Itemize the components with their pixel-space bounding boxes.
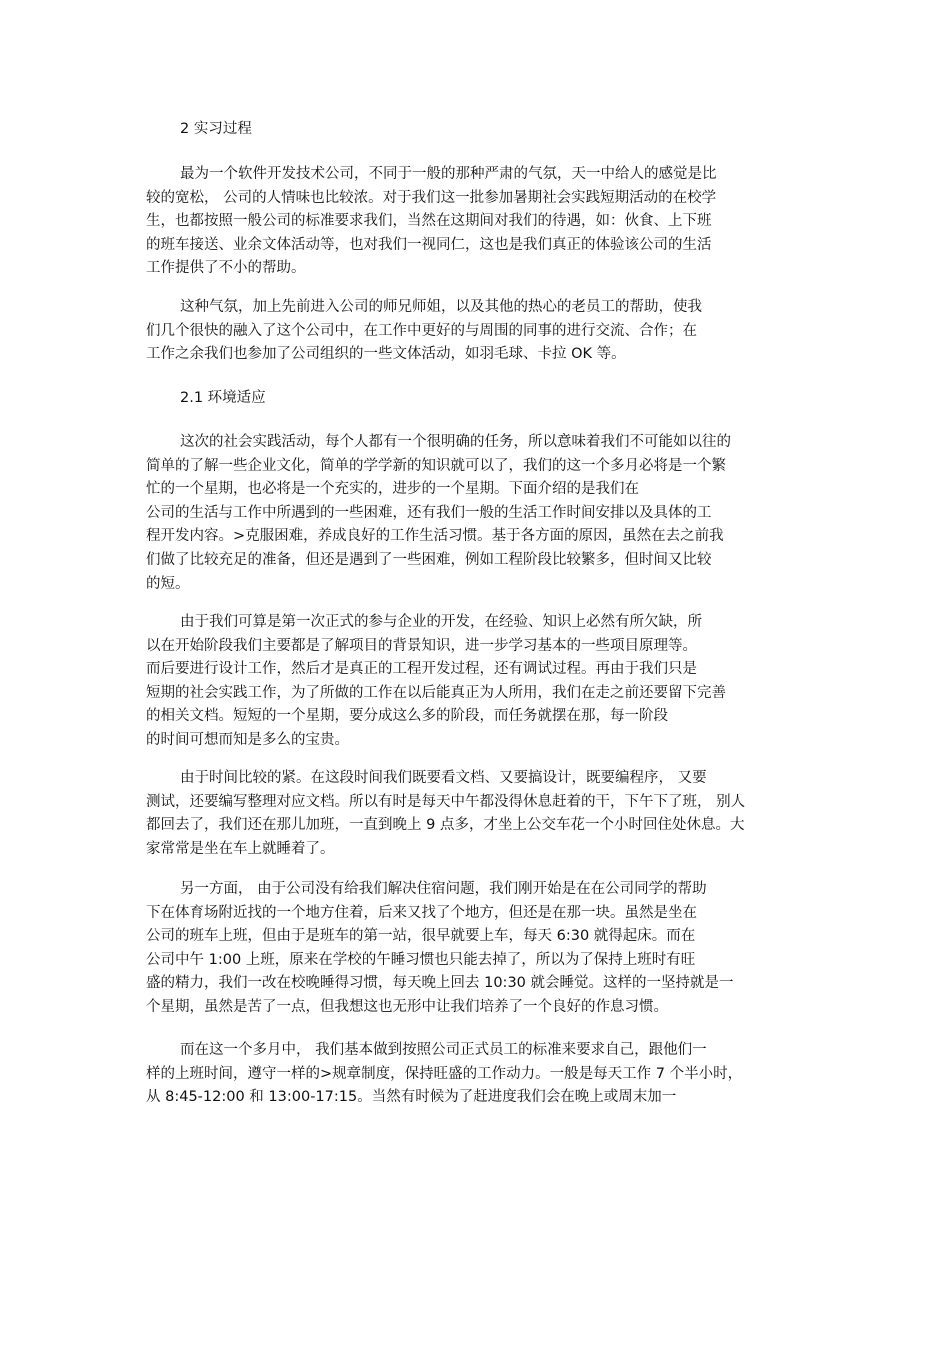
- paragraph-3: [146, 431, 826, 596]
- paragraph-6: [146, 878, 826, 1020]
- paragraph-line: 的班车接送、业余文体活动等，也对我们一视同仁，这也是我们真正的体验该公司的生活: [146, 236, 712, 253]
- paragraph-line: 由于我们可算是第一次正式的参与企业的开发，在经验、知识上必然有所欠缺，所: [180, 614, 702, 630]
- paragraph-line: 另一方面， 由于公司没有给我们解决住宿问题，我们刚开始是在在公司同学的帮助: [180, 881, 707, 897]
- paragraph-line: 公司的班车上班，但由于是班车的第一站，很早就要上车，每天 6:30 就得起床。而在: [146, 928, 696, 945]
- paragraph-line: 这次的社会实践活动，每个人都有一个很明确的任务，所以意味着我们不可能如以往的: [180, 434, 731, 450]
- paragraph-5: [146, 767, 826, 861]
- paragraph-line: 工作之余我们也参加了公司组织的一些文体活动，如羽毛球、卡拉 OK 等。: [146, 346, 626, 363]
- paragraph-2: [146, 296, 826, 367]
- paragraph-line: 公司的生活与工作中所遇到的一些困难，还有我们一般的生活工作时间安排以及具体的工: [146, 504, 712, 521]
- paragraph-line: 而后要进行设计工作，然后才是真正的工程开发过程，还有调试过程。再由于我们只是: [146, 661, 697, 678]
- paragraph-line: 从 8:45-12:00 和 13:00-17:15。当然有时候为了赶进度我们会在晚上或周末加一: [146, 1089, 677, 1106]
- paragraph-line: 都回去了，我们还在那儿加班，一直到晚上 9 点多，才坐上公交车花一个小时回住处休息。大: [146, 817, 745, 834]
- paragraph-line: 而在这一个多月中， 我们基本做到按照公司正式员工的标准来要求自己，跟他们一: [180, 1042, 707, 1058]
- paragraph-line: 下在体育场附近找的一个地方住着，后来又找了个地方，但还是在那一块。虽然是坐在: [146, 904, 697, 921]
- paragraph-line: 程开发内容。>克服困难，养成良好的工作生活习惯。基于各方面的原因，虽然在去之前我: [146, 528, 724, 545]
- paragraph-line: 的相关文档。短短的一个星期，要分成这么多的阶段，而任务就摆在那，每一阶段: [146, 708, 668, 725]
- section-heading-2: 2 实习过程: [180, 121, 252, 137]
- paragraph-line: 工作提供了不小的帮助。: [146, 260, 306, 277]
- paragraph-line: 测试，还要编写整理对应文档。所以有时是每天中午都没得休息赶着的干，下午下了班， 别人: [146, 793, 746, 810]
- paragraph-line: 由于时间比较的紧。在这段时间我们既要看文档、又要搞设计，既要编程序， 又要: [180, 770, 707, 786]
- paragraph-line: 公司中午 1:00 上班，原来在学校的午睡习惯也只能去掉了，所以为了保持上班时有旺: [146, 951, 696, 968]
- paragraph-line: 短期的社会实践工作，为了所做的工作在以后能真正为人所用，我们在走之前还要留下完善: [146, 684, 726, 701]
- paragraph-line: 这种气氛，加上先前进入公司的师兄师姐，以及其他的热心的老员工的帮助，使我: [180, 299, 702, 315]
- paragraph-line: 个星期，虽然是苦了一点，但我想这也无形中让我们培养了一个良好的作息习惯。: [146, 998, 668, 1015]
- paragraph-4: [146, 611, 826, 753]
- paragraph-line: 们做了比较充足的准备，但还是遇到了一些困难，例如工程阶段比较繁多，但时间又比较: [146, 551, 712, 568]
- paragraph-7: [146, 1039, 826, 1110]
- paragraph-line: 的时间可想而知是多么的宝贵。: [146, 731, 349, 748]
- paragraph-line: 最为一个软件开发技术公司，不同于一般的那种严肃的气氛，天一中给人的感觉是比: [180, 166, 717, 182]
- paragraph-line: 生，也都按照一般公司的标准要求我们，当然在这期间对我们的待遇，如：伙食、上下班: [146, 213, 712, 230]
- paragraph-line: 们几个很快的融入了这个公司中，在工作中更好的与周围的同事的进行交流、合作；在: [146, 322, 697, 339]
- paragraph-line: 忙的一个星期，也必将是一个充实的，进步的一个星期。下面介绍的是我们在: [146, 481, 639, 498]
- section-heading-2-1: 2.1 环境适应: [180, 390, 266, 406]
- paragraph-line: 盛的精力，我们一改在校晚睡得习惯，每天晚上回去 10:30 就会睡觉。这样的一坚持就是一: [146, 975, 734, 992]
- paragraph-line: 以在开始阶段我们主要都是了解项目的背景知识，进一步学习基本的一些项目原理等。: [146, 637, 697, 654]
- paragraph-line: 样的上班时间，遵守一样的>规章制度，保持旺盛的工作动力。一般是每天工作 7 个半小时，: [146, 1065, 743, 1082]
- paragraph-line: 较的宽松， 公司的人情味也比较浓。对于我们这一批参加暑期社会实践短期活动的在校学: [146, 189, 717, 206]
- paragraph-1: [146, 163, 826, 281]
- paragraph-line: 家常常是坐在车上就睡着了。: [146, 840, 335, 857]
- paragraph-line: 简单的了解一些企业文化，简单的学学新的知识就可以了，我们的这一个多月必将是一个繁: [146, 457, 726, 474]
- paragraph-line: 的短。: [146, 575, 190, 592]
